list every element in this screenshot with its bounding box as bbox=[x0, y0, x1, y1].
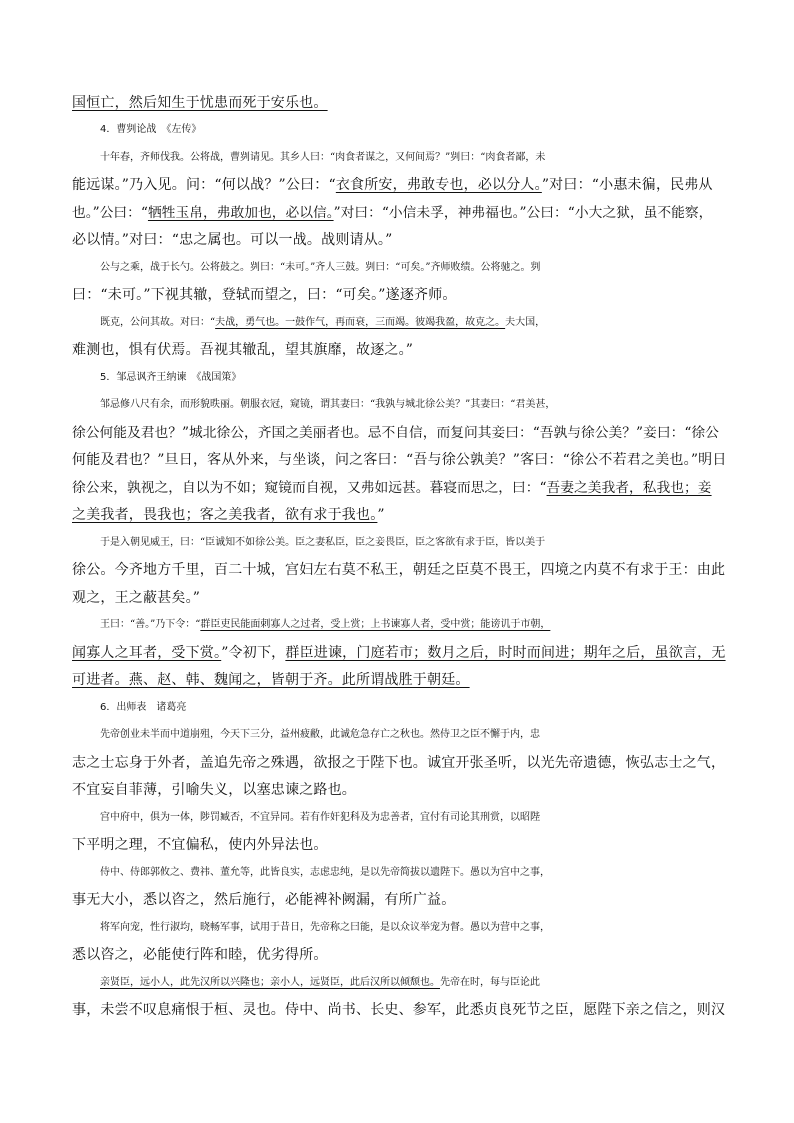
underlined-text: 群臣进谏，门庭若市；数月之后，时时而间进；期年之后，虽欲言，无 bbox=[285, 645, 726, 661]
text-run: 公与之乘，战于长勺。公将鼓之。刿曰：“未可。”齐人三鼓。刿曰：“可矣。”齐师败绩。公将驰之。刿 bbox=[100, 262, 541, 273]
text-run: ”令初下， bbox=[221, 645, 286, 661]
text-run: 徐公。今齐地方千里，百二十城，宫妇左右莫不私王，朝廷之臣莫不畏王，四境之内莫不有求于王：由此 bbox=[72, 562, 726, 578]
heading-text: 4．曹刿论战 《左传》 bbox=[100, 124, 202, 135]
text-run: 既克，公问其故。对曰：“ bbox=[100, 317, 216, 328]
text-run: 侍中、侍郎郭攸之、费祎、董允等，此皆良实，志虑忠纯，是以先帝简拔以遗陛下。愚以为宫中之事， bbox=[100, 867, 550, 878]
text-run: 王曰：“善。”乃下令：“ bbox=[100, 619, 201, 630]
text-run: 必以情。”对曰：“忠之属也。可以一战。战则请从。” bbox=[72, 232, 393, 248]
text-line-29 bbox=[100, 864, 760, 882]
text-run: 不宜妄自菲薄，引喻失义，以塞忠谏之路也。 bbox=[72, 782, 356, 798]
text-line-12 bbox=[100, 396, 760, 414]
text-line-26 bbox=[72, 781, 732, 799]
text-run: 观之，王之蔽甚矣。” bbox=[72, 590, 201, 606]
text-line-18 bbox=[72, 561, 732, 579]
text-line-20 bbox=[100, 616, 760, 634]
text-run: 先帝在时，每与臣论此 bbox=[440, 977, 540, 988]
text-line-22 bbox=[72, 671, 732, 689]
section-heading-6 bbox=[100, 699, 760, 717]
text-line-6 bbox=[72, 231, 732, 249]
text-run: 能远谋。”乃入见。问：“何以战？”公曰：“ bbox=[72, 177, 336, 193]
text-run: 何能及君也？”旦日，客从外来，与坐谈，问之客曰：“吾与徐公孰美？”客曰：“徐公不若君之美也。”明日 bbox=[72, 452, 727, 468]
underlined-text: 夫战，勇气也。一鼓作气，再而衰，三而竭。彼竭我盈，故克之。 bbox=[215, 317, 506, 328]
underlined-text: 吾妻之美我者，私我也；妾 bbox=[546, 480, 712, 496]
text-line-10 bbox=[72, 341, 732, 359]
text-run: 也。”公曰：“ bbox=[72, 205, 148, 221]
underlined-text: 可进者。燕、赵、韩、魏闻之，皆朝于齐。此所谓战胜于朝廷。 bbox=[72, 672, 470, 688]
text-run: 难测也，惧有伏焉。吾视其辙乱，望其旗靡，故逐之。” bbox=[72, 342, 414, 358]
underlined-text: 牺牲玉帛，弗敢加也，必以信。 bbox=[147, 205, 334, 221]
section-heading-5 bbox=[100, 369, 760, 387]
text-run: 事，未尝不叹息痛恨于桓、灵也。侍中、尚书、长史、参军，此悉贞良死节之臣，愿陛下亲之信之，则汉 bbox=[72, 1002, 726, 1018]
heading-text: 5．邹忌讽齐王纳谏 《战国策》 bbox=[100, 372, 242, 383]
underlined-text: 闻寡人之耳者，受下赏。 bbox=[72, 645, 222, 661]
text-line-4 bbox=[72, 176, 732, 194]
text-line-9 bbox=[100, 314, 760, 332]
text-line-28 bbox=[72, 836, 732, 854]
underlined-text: 亲贤臣，远小人，此先汉所以兴隆也；亲小人，远贤臣，此后汉所以倾颓也。 bbox=[100, 977, 440, 988]
text-run: 悉以咨之，必能使行阵和睦，优劣得所。 bbox=[72, 947, 328, 963]
text-run: 徐公来，孰视之，自以为不如；窥镜而自视，又弗如远甚。暮寝而思之，曰：“ bbox=[72, 480, 547, 496]
section-heading-4 bbox=[100, 121, 760, 139]
text-run: 将军向宠，性行淑均，晓畅军事，试用于昔日，先帝称之曰能，是以众议举宠为督。愚以为营中之事， bbox=[100, 922, 550, 933]
text-run: 于是入朝见威王，曰：“臣诚知不如徐公美。臣之妻私臣，臣之妾畏臣，臣之客欲有求于臣，皆以美于 bbox=[100, 537, 546, 548]
text-run: ” bbox=[377, 507, 385, 523]
text-line-21 bbox=[72, 644, 732, 662]
text-line-32 bbox=[72, 946, 732, 964]
text-line-14 bbox=[72, 451, 732, 469]
text-run: 宫中府中，俱为一体，陟罚臧否，不宜异同。若有作奸犯科及为忠善者，宜付有司论其刑赏，以昭陛 bbox=[100, 812, 540, 823]
text-line-1 bbox=[72, 94, 732, 112]
text-line-31 bbox=[100, 919, 760, 937]
text-run: 下平明之理，不宜偏私，使内外异法也。 bbox=[72, 837, 328, 853]
underlined-text: 群臣吏民能面刺寡人之过者，受上赏；上书谏寡人者，受中赏；能谤讥于市朝， bbox=[200, 619, 551, 630]
text-line-16 bbox=[72, 506, 732, 524]
text-run: 曰：“未可。”下视其辙，登轼而望之，曰：“可矣。”遂逐齐师。 bbox=[72, 287, 457, 303]
text-line-24 bbox=[100, 726, 760, 744]
text-line-15 bbox=[72, 479, 732, 497]
text-run: 邹忌修八尺有余，而形貌昳丽。朝服衣冠，窥镜，谓其妻曰：“我孰与城北徐公美？”其妻曰：“君美甚， bbox=[100, 399, 556, 410]
text-line-25 bbox=[72, 754, 732, 772]
text-run: 夫大国， bbox=[505, 317, 546, 328]
text-run: 徐公何能及君也？”城北徐公，齐国之美丽者也。忌不自信，而复问其妾曰：“吾孰与徐公美？”妾曰：“徐公 bbox=[72, 425, 719, 441]
underlined-text: 之美我者，畏我也；客之美我者，欲有求于我也。 bbox=[72, 507, 378, 523]
text-line-30 bbox=[72, 891, 732, 909]
text-line-3 bbox=[100, 149, 760, 167]
text-run: ”对曰：“小惠未徧，民弗从 bbox=[541, 177, 713, 193]
heading-text: 6．出师表 诸葛亮 bbox=[100, 702, 187, 713]
text-line-19 bbox=[72, 589, 732, 607]
underlined-text: 国恒亡，然后知生于忧患而死于安乐也。 bbox=[72, 95, 328, 111]
text-line-7 bbox=[100, 259, 760, 277]
text-line-13 bbox=[72, 424, 732, 442]
text-line-34 bbox=[72, 1001, 732, 1019]
text-run: 事无大小，悉以咨之，然后施行，必能裨补阙漏，有所广益。 bbox=[72, 892, 456, 908]
text-line-33 bbox=[100, 974, 760, 992]
underlined-text: 衣食所安，弗敢专也，必以分人。 bbox=[335, 177, 542, 193]
text-run: 十年春，齐师伐我。公将战，曹刿请见。其乡人曰：“肉食者谋之，又何间焉？”刿曰：“肉食者鄙，未 bbox=[100, 152, 546, 163]
text-line-17 bbox=[100, 534, 760, 552]
text-run: ”对曰：“小信未孚，神弗福也。”公曰：“小大之狱，虽不能察， bbox=[333, 205, 713, 221]
text-run: 先帝创业未半而中道崩殂，今天下三分，益州疲敝，此诚危急存亡之秋也。然侍卫之臣不懈于内，忠 bbox=[100, 729, 540, 740]
text-line-5 bbox=[72, 204, 732, 222]
text-run: 志之士忘身于外者，盖追先帝之殊遇，欲报之于陛下也。诚宜开张圣听，以光先帝遗德，恢弘志士之气， bbox=[72, 755, 726, 771]
text-line-27 bbox=[100, 809, 760, 827]
text-line-8 bbox=[72, 286, 732, 304]
